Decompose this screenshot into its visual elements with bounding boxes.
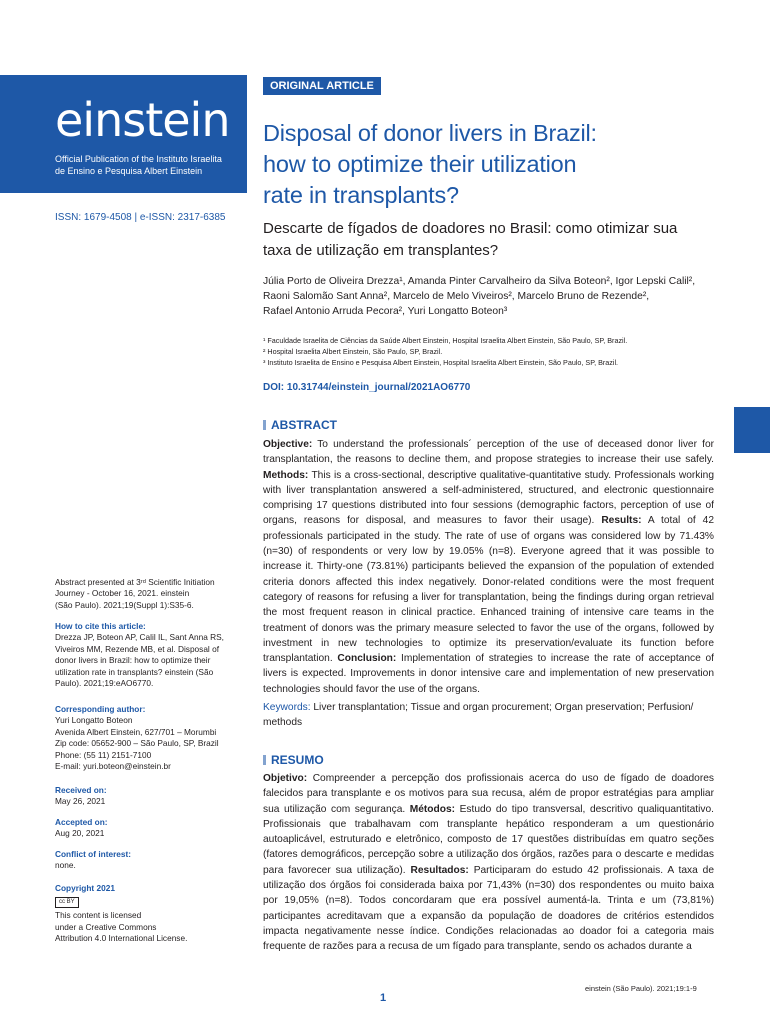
- author-list: [263, 274, 713, 319]
- how-to-cite: [55, 621, 245, 689]
- creative-commons-icon[interactable]: cc BY: [55, 897, 79, 908]
- cite-line: utilization rate in transplants? einstein (São: [55, 666, 214, 677]
- license-line: under a Creative Commons: [55, 921, 157, 932]
- affiliations: [263, 335, 713, 368]
- keywords-label: Keywords:: [263, 702, 311, 713]
- license-line: This content is licensed: [55, 910, 142, 921]
- issn: ISSN: 1679-4508 | e-ISSN: 2317-6385: [55, 212, 226, 223]
- objetivo-label: Objetivo:: [263, 773, 308, 784]
- cite-line: Drezza JP, Boteon AP, Calil IL, Sant Anna RS,: [55, 632, 224, 643]
- cite-line: Viveiros MM, Rezende MB, et al. Disposal of: [55, 643, 220, 654]
- abstract-heading: [263, 418, 337, 432]
- title-line: Disposal of donor livers in Brazil:: [263, 120, 597, 146]
- journal-subtitle-line: de Ensino e Pesquisa Albert Einstein: [55, 166, 203, 176]
- doi-link[interactable]: DOI: 10.31744/einstein_journal/2021AO6770: [263, 382, 471, 393]
- license-line: Attribution 4.0 International License.: [55, 933, 188, 944]
- journal-brand-block: [0, 75, 247, 193]
- keywords-text: Liver transplantation; Tissue and organ procurement; Organ preservation; Perfusion/ methods: [263, 702, 694, 729]
- corr-line: Phone: (55 11) 2151-7100: [55, 749, 152, 760]
- corresponding-author: [55, 704, 245, 772]
- journal-subtitle-line: Official Publication of the Instituto Israelita: [55, 154, 222, 164]
- subtitle-line: Descarte de fígados de doadores no Brasil: como otimizar sua: [263, 220, 678, 237]
- page-number: 1: [380, 992, 387, 1004]
- received-value: May 26, 2021: [55, 796, 106, 807]
- footer-citation: einstein (São Paulo). 2021;19:1-9: [585, 984, 697, 993]
- cite-label: How to cite this article:: [55, 621, 146, 631]
- presented-line: Abstract presented at 3ʳᵈ Scientific Initiation: [55, 577, 215, 587]
- article-subtitle: [263, 218, 713, 262]
- keywords: [263, 700, 714, 731]
- metodos-label: Métodos:: [409, 803, 456, 815]
- conclusion-text: Implementation of strategies to increase the rate of acceptance of livers is expected. Improvements in donor intensive care and implementation of new preservation technologies should favor the use of the organs.: [263, 653, 714, 695]
- conflict-value: none.: [55, 860, 76, 871]
- presented-line: (São Paulo). 2021;19(Suppl 1):S35-6.: [55, 599, 194, 610]
- conclusion-label: Conclusion:: [337, 653, 397, 665]
- side-tab-marker: [734, 407, 770, 453]
- resumo-heading: [263, 753, 324, 767]
- conflict-of-interest: [55, 849, 245, 872]
- affiliation: ¹ Faculdade Israelita de Ciências da Saúde Albert Einstein, Hospital Israelita Albert Einstein, São Paulo, SP, Brazil.: [263, 336, 628, 345]
- resumo-body: [263, 771, 714, 955]
- abstract-body: [263, 437, 714, 697]
- accepted-value: Aug 20, 2021: [55, 828, 105, 839]
- author-line: Rafael Antonio Arruda Pecora², Yuri Longatto Boteon³: [263, 306, 508, 317]
- subtitle-line: taxa de utilização em transplantes?: [263, 242, 499, 259]
- presented-line: Journey - October 16, 2021. einstein: [55, 588, 190, 599]
- title-line: how to optimize their utilization: [263, 151, 577, 177]
- objective-text: To understand the professionals´ perception of the use of deceased donor liver for transplantation, the reasons to decline them, and propose strategies to increase their use safely.: [263, 439, 714, 466]
- resumo-heading-text: RESUMO: [271, 753, 324, 767]
- heading-bar-icon: [263, 755, 266, 765]
- author-line: Raoni Salomão Sant Anna², Marcelo de Melo Viveiros², Marcelo Bruno de Rezende²,: [263, 291, 650, 302]
- objective-label: Objective:: [263, 439, 313, 450]
- metodos-text: Estudo do tipo transversal, descritivo qualiquantitativo. Profissionais que trabalhavam com transplante hepático responderam a um questionário autoaplicável, estruturado e eletrônico, composto de 17 questões distribuídas em quatro seções (fatores demográficos, percepção sobre a utilização dos órgãos, razões para o descarte e medidas para favorecer sua utilização).: [263, 803, 714, 876]
- accepted-date: [55, 817, 245, 840]
- received-label: Received on:: [55, 785, 107, 795]
- heading-bar-icon: [263, 420, 266, 430]
- cite-line: Paulo). 2021;19:eAO6770.: [55, 678, 154, 689]
- received-date: [55, 785, 245, 808]
- title-line: rate in transplants?: [263, 182, 459, 208]
- results-text: A total of 42 professionals participated in the study. The rate of use of organs was considered low by 71.43% (n=30) of respondents or very low by 19.05% (n=8). Everyone agreed that it was possible to increase it. Thirty-one (73.81%) participants believed the expansion of the population of extended criteria donors affected this index negatively. Donor-related conditions were the most frequent category of reasons for refusing a liver for transplantation, being the findings during organ retrieval the most frequent reason in clinical practice. Enhanced training of intensive care teams in the treatment of donors was the primary measure selected to favor the use of the organs, followed by investment in new technologies to optimize its preservation/evaluate its function before transplantation.: [263, 515, 714, 665]
- methods-label: Methods:: [263, 469, 309, 481]
- journal-logo: einstein: [55, 93, 230, 147]
- methods-text: This is a cross-sectional, descriptive qualitative-quantitative study. Professionals working with liver transplantation answered a self-administered, structured, and electronic questionnaire comprising 17 questions distributed into four sessions (demographic factors, perception of use of organs, reasons for disposal, and measures to favor their usage).: [263, 469, 714, 527]
- article-title: [263, 118, 683, 211]
- affiliation: ² Hospital Israelita Albert Einstein, São Paulo, SP, Brazil.: [263, 347, 443, 356]
- conflict-label: Conflict of interest:: [55, 849, 132, 859]
- corr-line: Zip code: 05652-900 – São Paulo, SP, Brazil: [55, 738, 219, 749]
- objetivo-text: Compreender a percepção dos profissionais acerca do uso de fígado de doadores falecidos para transplante e os motivos para sua recusa, além de propor estratégias para ampliar sua utilização com segurança.: [263, 773, 714, 815]
- journal-subtitle: [55, 153, 240, 177]
- cite-line: donor livers in Brazil: how to optimize their: [55, 655, 211, 666]
- corr-line: Avenida Albert Einstein, 627/701 – Morumbi: [55, 726, 217, 737]
- results-label: Results:: [601, 515, 642, 527]
- email-link[interactable]: E-mail: yuri.boteon@einstein.br: [55, 761, 171, 772]
- resultados-text: Participaram do estudo 42 profissionais. A taxa de utilização dos órgãos foi considerada baixa por 71,43% (n=30) dos respondentes ou muito baixa por 19,05% (n=8). Todos concordaram que era possível aumentá-la. Trinta e um (73,81%) participantes acreditavam que a expansão da população de doadores de critérios estendidos impacta negativamente nesse índice. Condições relacionadas ao doador foi a categoria mais frequente de razões para a recusa de um fígado para transplante, sendo os achados durante a: [263, 864, 714, 953]
- copyright: [55, 883, 245, 945]
- corr-line: Yuri Longatto Boteon: [55, 715, 133, 726]
- resultados-label: Resultados:: [410, 864, 469, 876]
- article-type-badge: ORIGINAL ARTICLE: [263, 77, 381, 95]
- author-line: Júlia Porto de Oliveira Drezza¹, Amanda Pinter Carvalheiro da Silva Boteon², Igor Lepski Calil²,: [263, 276, 696, 287]
- corr-label: Corresponding author:: [55, 704, 146, 714]
- copyright-label: Copyright 2021: [55, 883, 115, 893]
- abstract-heading-text: ABSTRACT: [271, 418, 337, 432]
- accepted-label: Accepted on:: [55, 817, 108, 827]
- presented-note: [55, 577, 245, 611]
- affiliation: ³ Instituto Israelita de Ensino e Pesquisa Albert Einstein, Hospital Israelita Albert Einstein, São Paulo, SP, Brazil.: [263, 358, 619, 367]
